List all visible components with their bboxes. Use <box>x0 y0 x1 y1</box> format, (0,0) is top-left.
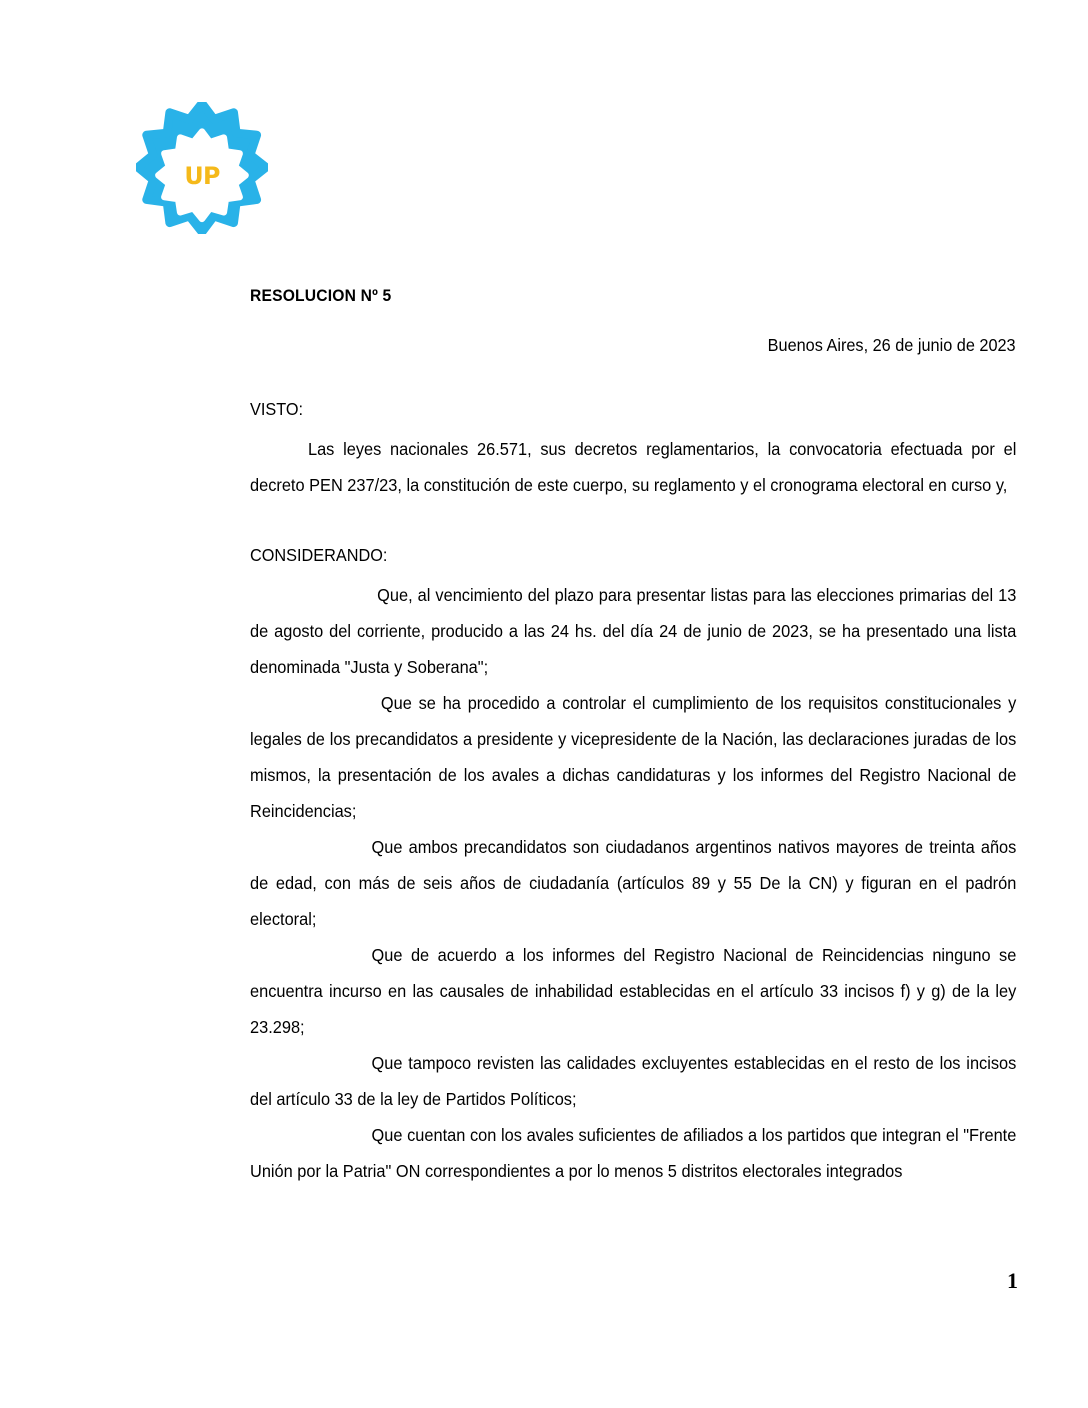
visto-label <box>250 397 1016 421</box>
considerando-paragraph: Que se ha procedido a controlar el cumplimiento de los requisitos constitucionales y legales de los precandidatos a presidente y vicepresidente de la Nación, las declaraciones juradas de los mismos, la presentación de los avales a dichas candidaturas y los informes del Registro Nacional de Reincidencias; <box>250 693 1017 821</box>
considerando-label <box>250 543 1016 567</box>
considerando-paragraph: Que de acuerdo a los informes del Registro Nacional de Reincidencias ninguno se encuentra incurso en las causales de inhabilidad establecidas en el artículo 33 incisos f) y g) de la ley 23.298; <box>250 945 1017 1037</box>
considerando-paragraph: Que tampoco revisten las calidades excluyentes establecidas en el resto de los incisos del artículo 33 de la ley de Partidos Políticos; <box>250 1053 1017 1109</box>
logo-label: UP <box>184 161 220 190</box>
page-title: RESOLUCION Nº 5 <box>250 286 392 305</box>
up-starburst-logo <box>136 102 268 234</box>
considerando-label-text: CONSIDERANDO: <box>250 545 388 565</box>
place-and-date-text: Buenos Aires, 26 de junio de 2023 <box>768 335 1016 355</box>
document-body <box>250 285 1016 1189</box>
considerando-paragraph: Que, al vencimiento del plazo para presentar listas para las elecciones primarias del 13 de agosto del corriente, producido a las 24 hs. del día 24 de junio de 2023, se ha presentado una lista denominada "Justa y Soberana"; <box>250 585 1017 677</box>
place-and-date <box>250 333 1016 357</box>
considerando-paragraph: Que cuentan con los avales suficientes de afiliados a los partidos que integran el "Frente Unión por la Patria" ON correspondientes a por lo menos 5 distritos electorales integrados <box>250 1125 1017 1181</box>
visto-paragraph: Las leyes nacionales 26.571, sus decretos reglamentarios, la convocatoria efectuada por el decreto PEN 237/23, la constitución de este cuerpo, su reglamento y el cronograma electoral en curso y, <box>250 439 1017 495</box>
considerando-paragraph: Que ambos precandidatos son ciudadanos argentinos nativos mayores de treinta años de edad, con más de seis años de ciudadanía (artículos 89 y 55 De la CN) y figuran en el padrón electoral; <box>250 837 1017 929</box>
visto-label-text: VISTO: <box>250 399 304 419</box>
page-number: 1 <box>1007 1268 1018 1293</box>
